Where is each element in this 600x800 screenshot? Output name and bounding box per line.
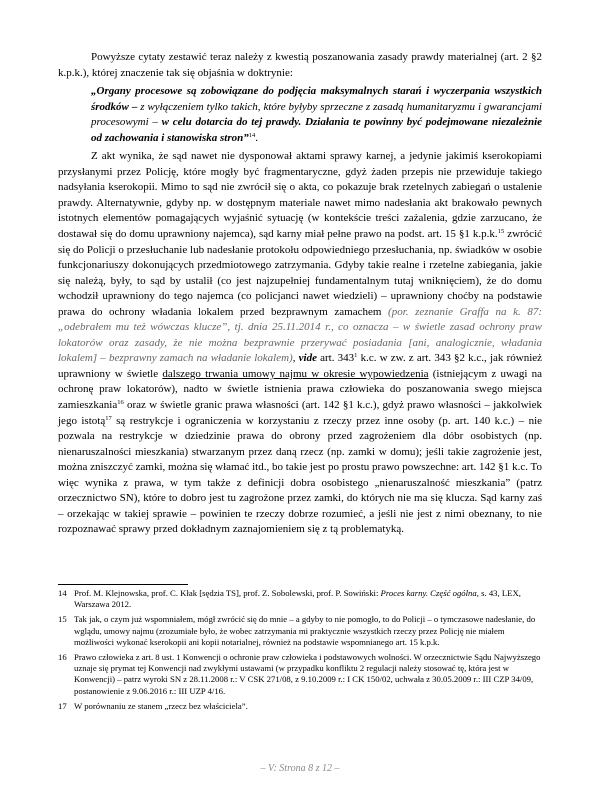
footnote-ref-17[interactable]: 17 [105, 414, 112, 422]
footnote-17: 17 W porównaniu ze stanem „rzecz bez właściciela”. [58, 700, 248, 711]
doctrine-quote: „Organy procesowe są zobowiązane do podjęcia maksymalnych starań i wyczerpania wszystkich środków – z wyłączeniem tylko takich, które byłyby sprzeczne z zasadą humanitaryzmu i gwarancjami procesowymi – w celu dotarcia do tej prawdy. Działania te powinny być podejmowane niezależnie od zachowania i stanowiska stron”$^{14}$. [91, 85, 543, 144]
body-text [58, 50, 542, 538]
footnote-ref-14[interactable]: 14 [248, 131, 256, 139]
page-number-footer: – V: Strona 8 z 12 – [260, 763, 340, 774]
paragraph-intro: Powyższe cytaty zestawić teraz należy z kwestią poszanowania zasady prawdy materialnej (art. 2 §2 k.p.k.), której znaczenie tak się objaśnia w doktrynie: [58, 51, 542, 79]
footnotes [58, 588, 542, 716]
footnote-16: 16 Prawo człowieka z art. 8 ust. 1 Konwencji o ochronie praw człowieka i podstawowych wolności. W orzecznictwie Sądu Najwyższego uznaje się prymat tej Konwencji nad zwykłymi ustawami (w przypadku konfliktu 2 regulacji należy stosować tę, która jest w Konwencji) – patrz wyroki SN z 28.11.2008 r.: V CSK 271/08, z 9.10.2009 r.: I CK 150/02, uchwała z 30.05.2009 r.: III CZP 34/09, postanowienie z 9.06.2016 r.: III UZP 4/16. [58, 652, 541, 696]
paragraph-main: Z akt wynika, że sąd nawet nie dysponował aktami sprawy karnej, a jedynie jakimiś kserokopiami przysłanymi przez Policję, które mogły być fragmentaryczne, gdyż żaden przepis nie przewiduje takiego nadsyłania kserokopii. Mimo to sąd nie zwrócił się o akta, co pokazuje brak rzetelnych zabiegań o ustalenie prawdy. Alternatywnie, gdyby np. w dostępnym materiale nawet mimo nadesłania akt brakowało pewnych istotnych elementów pomagających wyjaśnić sytuację (w kontekście treści zażalenia, gdzie zarzucano, że dostawał się do domu uprawniony najemca), sąd karny miał pełne prawo na podst. art. 15 §1 k.p.k.$^{15}$ zwrócić się do Policji o przesłuchanie lub nadesłanie protokołu odpowiedniego przesłuchania, np. świadków w osobie funkcjonariuszy dokonujących przedmiotowego zatrzymania. Gdyby takie realne i rzetelne zabiegania, jakie się należą, były, to sąd by ustalił (co jest najzupełniej fundamentalnym tutaj wniknięciem), że do domu wchodził uprawniony do tego najemca (co policjanci nawet wiedzieli) – uprawniony choćby na podstawie prawa do ochrony władania lokalem przed bezprawnym zamachem (por. zeznanie Graffa na k. 87: „odebrałem mu też wówczas klucze”, tj. dnia 25.11.2014 r., co oznacza – w świetle zasad ochrony praw lokatorów oraz zasady, że nie można bezprawnie przerywać posiadania [ani, analogicznie, władania lokalem] – bezprawny zamach na władanie lokalem), vide art. $343^1$ k.c. w zw. z art. 343 §2 k.c., jak również uprawniony w świetle dalszego trwania umowy najmu w okresie wypowiedzenia (istniejącym z uwagi na ochronę praw lokatorów), nadto w świetle istnienia prawa człowieka do poszanowania swego miejsca zamieszkania$^{16}$ oraz w świetle granic prawa własności (art. 142 §1 k.c.), gdyż prawo własności – jakkolwiek jego istotą$^{17}$ są restrykcje i ograniczenia w korzystaniu z rzeczy przez inne osoby (p. art. 140 k.c.) – nie pozwala na restrykcje w dziedzinie prawa do obrony przed zagrożeniem dla dóbr osobistych (np. nienaruszalności mieszkania) stwarzanym przez daną rzecz (np. zamki w domu); jeśli takie zagrożenie jest, można zniszczyć zamki, można się włamać itd., bo takie jest po prostu prawo powszechne: art. 142 §1 k.c. To więc wynika z prawa, w tym także z definicji dobra osobistego „nienaruszalność mieszkania” (patrz orzecznictwo SN), które to dobro jest tu zagrożone przez zamki, do których nie ma się klucza. Sąd karny zaś – orzekając w takiej sprawie – powinien te rzeczy dobrze rozumieć, a jeśli nie jest z nimi obeznany, to nie rozpoznawać sprawy przed dokładnym zaznajomieniem się z tą problematyką. [58, 150, 543, 536]
underlined-phrase: dalszego trwania umowy najmu w okresie wypowiedzenia [162, 367, 429, 380]
footnote-14: 14 Prof. M. Klejnowska, prof. C. Kłak [sędzia TS], prof. Z. Sobolewski, prof. P. Sowiński: Proces karny. Część ogólna, s. 43, LEX, Warszawa 2012. [58, 588, 521, 610]
footnote-15: 15 Tak jak, o czym już wspomniałem, mógł zwrócić się do mnie – a gdyby to nie pomogło, to do Policji – o tymczasowe nadesłanie, do wglądu, umowy najmu (zrozumiałe było, że wobec zatrzymania mi praktycznie wszystkich rzeczy przez Policję nie miałem możliwości wykonać kserokopii ani kopii notarialnej, również na podstawie wspomnianego art. 15 k.p.k. [58, 614, 536, 647]
footnote-ref-16[interactable]: 16 [117, 399, 124, 407]
footnote-ref-15[interactable]: 15 [497, 228, 505, 236]
footnote-separator [58, 584, 188, 585]
witness-testimony-citation: (por. zeznanie Graffa na k. 87: „odebrałem mu też wówczas klucze”, tj. dnia 25.11.2014 r., co oznacza – w świetle zasad ochrony praw lokatorów oraz zasady, że nie można bezprawnie przerywać posiadania [ani, analogicznie, władania lokalem] – bezprawny zamach na władanie lokalem) [58, 305, 542, 365]
